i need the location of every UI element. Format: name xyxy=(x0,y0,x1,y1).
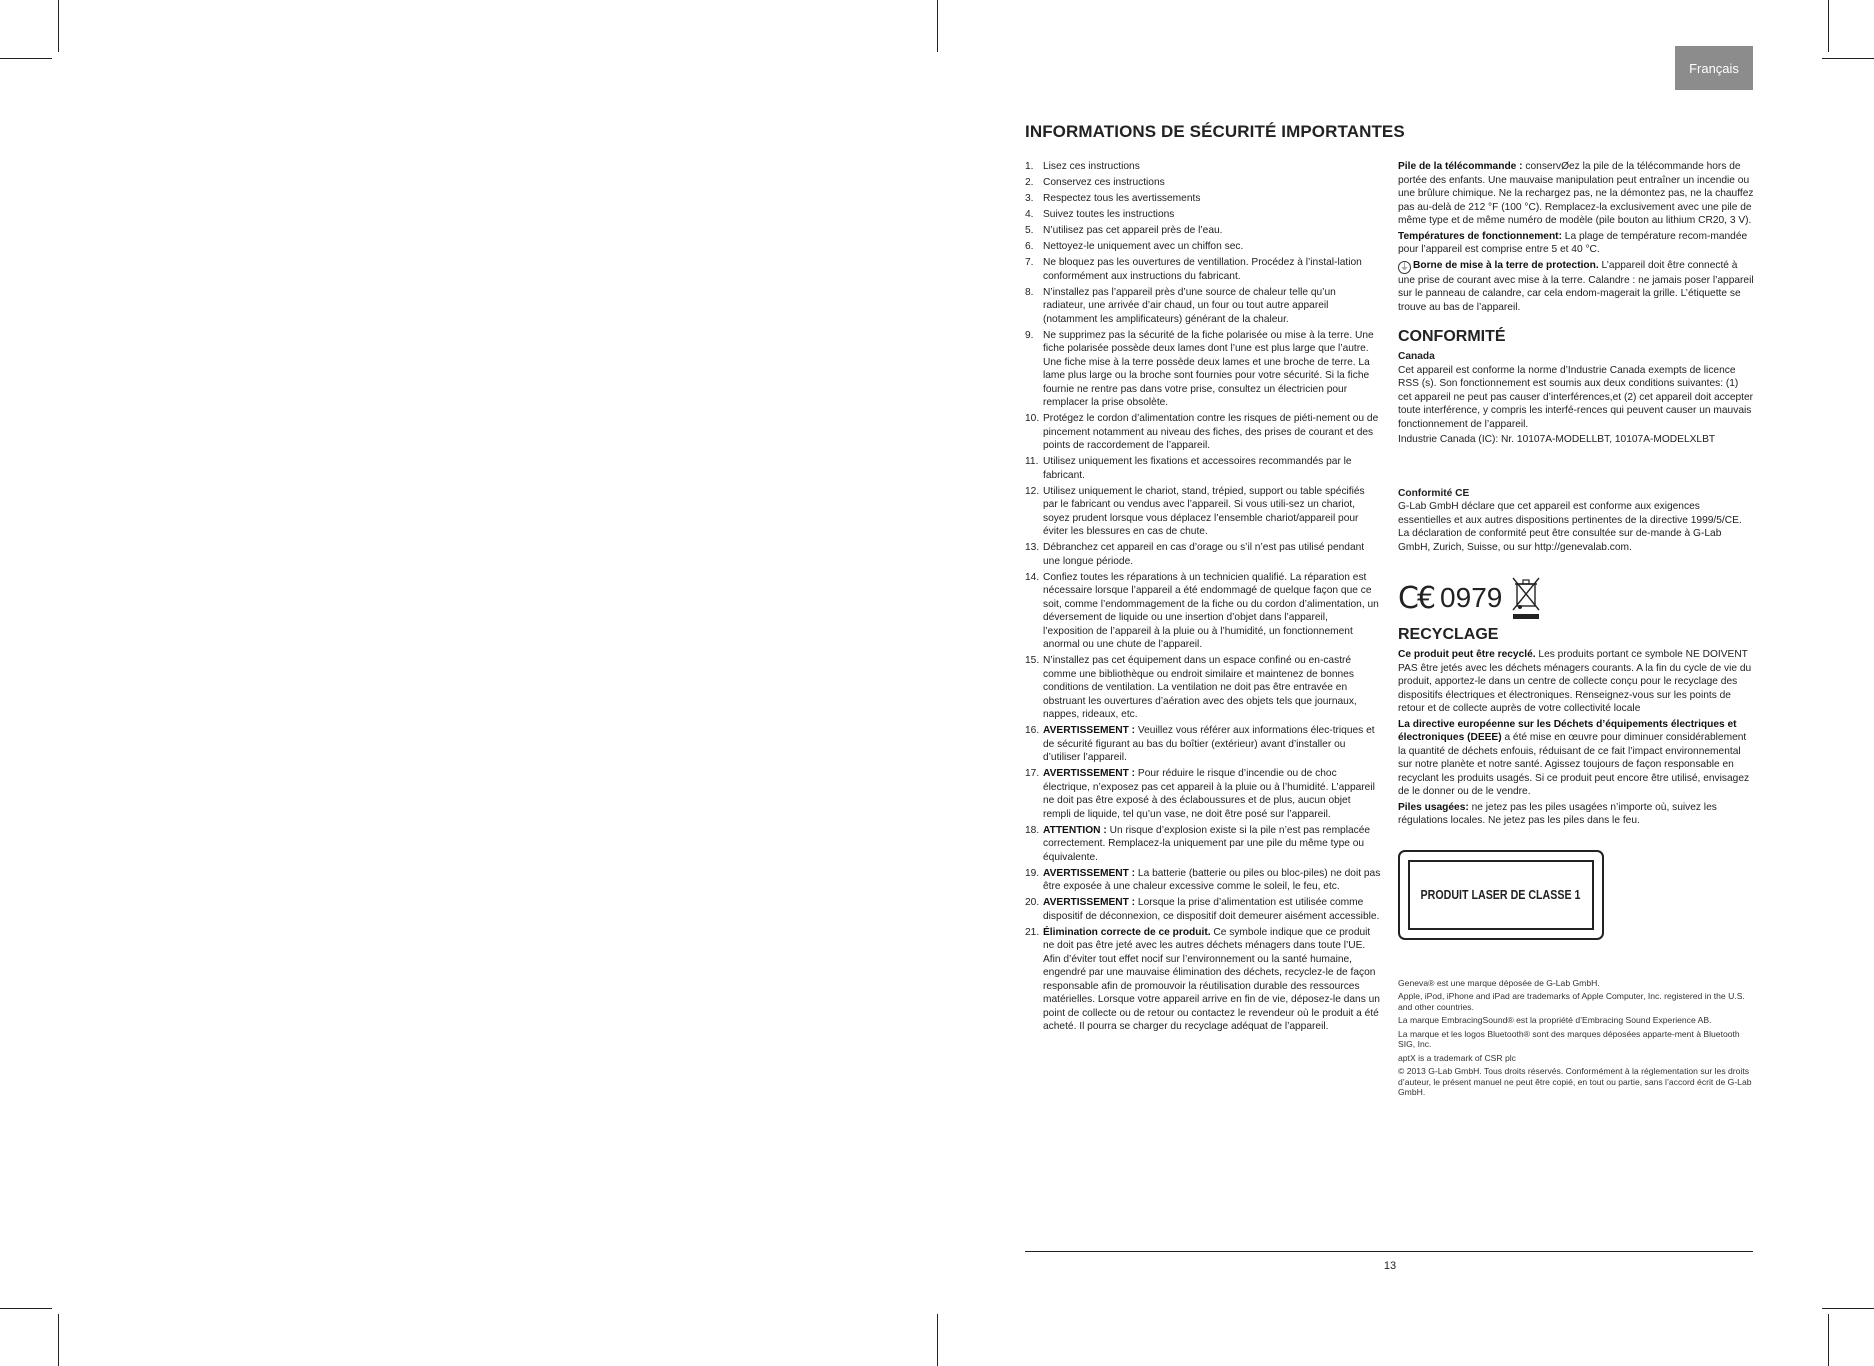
safety-item-number: 18. xyxy=(1025,824,1040,836)
safety-item-number: 10. xyxy=(1025,413,1040,424)
legal-notice: aptX is a trademark of CSR plc xyxy=(1398,1052,1516,1063)
safety-item-number: 16. xyxy=(1025,725,1040,736)
page-title: INFORMATIONS DE SÉCURITÉ IMPORTANTES xyxy=(1025,122,1405,141)
ground-text: L’appareil doit être connecté à une prise de courant avec mise à la terre. Calandre : ne jamais poser l’appareil sur le panneau de calandre, car cela endom-magerait la grille. L’étiquette se trouve au bas de l’appareil. xyxy=(1398,259,1754,313)
ground-label: Borne de mise à la terre de protection. xyxy=(1413,259,1599,271)
safety-item xyxy=(1025,767,1381,821)
ground-icon: ⏚ xyxy=(1399,261,1409,272)
safety-item xyxy=(1025,824,1381,865)
safety-item xyxy=(1025,485,1381,539)
safety-item-text: Un risque d’explosion existe si la pile n’est pas remplacée correctement. Remplacez-la uniquement par une pile du même type ou équivalente. xyxy=(1043,824,1371,863)
crop-mark xyxy=(1828,0,1829,52)
safety-item-number: 2. xyxy=(1025,177,1034,188)
safety-item-text: La batterie (batterie ou piles ou bloc-piles) ne doit pas être exposée à une chaleur excessive comme le soleil, le feu, etc. xyxy=(1043,867,1381,892)
safety-item-text: Utilisez uniquement les fixations et accessoires recommandés par le fabricant. xyxy=(1043,456,1352,481)
safety-item xyxy=(1025,926,1381,1034)
canada-text: Cet appareil est conforme la norme d’Industrie Canada exempts de licence RSS (s). Son fonctionnement est soumis aux deux conditions suivantes: (1) cet appareil ne peut pas causer d’interférences,et (2) cet appareil doit accepter toute interférence, y compris les interfé-rences qui peuvent causer un mauvais fonctionnement de l’appareil. xyxy=(1398,364,1754,430)
legal-notice: La marque et les logos Bluetooth® sont des marques déposées apparte-ment à Bluetooth SIG, Inc. xyxy=(1398,1028,1740,1049)
safety-item-label: AVERTISSEMENT : xyxy=(1043,897,1136,908)
safety-item xyxy=(1025,896,1381,923)
safety-item xyxy=(1025,571,1381,652)
safety-item xyxy=(1025,867,1381,894)
crossed-bin-icon xyxy=(1510,576,1542,620)
safety-item-text: N’utilisez pas cet appareil près de l’eau. xyxy=(1043,225,1223,236)
temperature-label: Températures de fonctionnement: xyxy=(1398,230,1562,242)
safety-item-number: 21. xyxy=(1025,926,1040,938)
safety-item xyxy=(1025,455,1381,482)
batteries-text: ne jetez pas les piles usagées n’importe où, suivez les régulations locales. Ne jetez pas les piles dans le feu. xyxy=(1398,801,1717,826)
safety-item-number: 20. xyxy=(1025,897,1040,908)
ce-notified-body-number: 0979 xyxy=(1440,582,1503,613)
footer-rule xyxy=(1025,1251,1753,1252)
safety-item-number: 4. xyxy=(1025,209,1034,220)
weee-label: La directive européenne sur les Déchets d’équipements électriques et électroniques (DEEE) xyxy=(1398,718,1737,743)
safety-item-number: 7. xyxy=(1025,257,1034,268)
conformity-heading: CONFORMITÉ xyxy=(1398,328,1506,345)
safety-item-number: 8. xyxy=(1025,286,1034,298)
safety-item xyxy=(1025,192,1381,206)
remote-battery-paragraph xyxy=(1398,160,1754,228)
remote-battery-label: Pile de la télécommande : xyxy=(1398,161,1523,172)
batteries-paragraph xyxy=(1398,801,1754,828)
safety-item-number: 5. xyxy=(1025,225,1034,236)
laser-class-text: PRODUIT LASER DE CLASSE 1 xyxy=(1421,887,1581,902)
safety-item xyxy=(1025,208,1381,222)
legal-notice: Apple, iPod, iPhone and iPad are trademarks of Apple Computer, Inc. registered in the U.S. and other countries. xyxy=(1398,991,1745,1012)
crop-mark xyxy=(1822,1308,1874,1309)
safety-item-text: Débranchez cet appareil en cas d’orage ou s’il n’est pas utilisé pendant une longue période. xyxy=(1043,542,1365,567)
temperature-paragraph xyxy=(1398,230,1754,257)
language-tab: Français xyxy=(1675,46,1753,90)
crop-mark xyxy=(1828,1314,1829,1366)
crop-mark xyxy=(0,1308,52,1309)
safety-list xyxy=(1025,160,1381,1034)
safety-item-label: AVERTISSEMENT : xyxy=(1043,867,1136,879)
recycling-heading: RECYCLAGE xyxy=(1398,626,1499,643)
page-number: 13 xyxy=(1383,1260,1397,1272)
batteries-label: Piles usagées: xyxy=(1398,801,1469,813)
safety-item-text: Respectez tous les avertissements xyxy=(1043,193,1201,204)
crop-mark xyxy=(937,1314,938,1366)
safety-item-label: ATTENTION : xyxy=(1043,824,1107,836)
ce-text: G-Lab GmbH déclare que cet appareil est conforme aux exigences essentielles et aux autres dispositions pertinentes de la directive 1999/5/CE. La déclaration de conformité peut être consultée sur de-mande à G-Lab GmbH, Zurich, Suisse, ou sur http://genevalab.com. xyxy=(1398,501,1742,553)
safety-item-number: 1. xyxy=(1025,161,1034,172)
safety-column xyxy=(1025,160,1381,1036)
safety-item xyxy=(1025,541,1381,568)
recycle-label: Ce produit peut être recyclé. xyxy=(1398,649,1536,660)
weee-text: a été mise en œuvre pour diminuer considérablement la quantité de déchets enfouis, réduisant de ce fait l’impact environnemental sur notre planète et notre santé. Agissez toujours de façon responsable en recyclant les produits usagés. Si ce produit peut encore être utilisé, envisagez de le donner ou de le vendre. xyxy=(1398,732,1750,797)
safety-item xyxy=(1025,176,1381,190)
laser-class-inner-frame xyxy=(1408,860,1594,930)
safety-item-text: N’installez pas l’appareil près d’une source de chaleur telle qu’un radiateur, une arrivée d’air chaud, un four ou tout autre appareil (notamment les amplificateurs) générant de la chaleur. xyxy=(1043,286,1336,325)
recycle-paragraph xyxy=(1398,648,1754,716)
safety-item xyxy=(1025,240,1381,254)
safety-item xyxy=(1025,224,1381,238)
ce-marking xyxy=(1398,576,1754,620)
safety-item-number: 14. xyxy=(1025,571,1040,583)
safety-item-text: Utilisez uniquement le chariot, stand, trépied, support ou table spécifiés par le fabricant ou vendus avec l’appareil. Si vous utili-sez un chariot, soyez prudent lorsque vous déplacez l’ensemble chariot/appareil pour éviter les blessures en cas de chute. xyxy=(1043,485,1365,537)
safety-item-text: Suivez toutes les instructions xyxy=(1043,209,1175,220)
safety-item-number: 17. xyxy=(1025,768,1040,779)
safety-item-text: Ne bloquez pas les ouvertures de ventillation. Procédez à l’instal-lation conformément aux instructions du fabricant. xyxy=(1043,257,1362,282)
crop-mark xyxy=(58,1314,59,1366)
laser-class-label xyxy=(1398,850,1604,940)
safety-item-number: 15. xyxy=(1025,655,1040,666)
safety-item xyxy=(1025,724,1381,765)
safety-item-number: 6. xyxy=(1025,241,1034,252)
weee-paragraph xyxy=(1398,718,1754,799)
safety-item-text: Ne supprimez pas la sécurité de la fiche polarisée ou mise à la terre. Une fiche polarisée possède deux lames dont l’une est plus large que l’autre. Une fiche mise à la terre possède deux lames et une broche de terre. La lame plus large ou la broche sont fournies pour votre sécurité. Si la fiche fournie ne rentre pas dans votre prise, consultez un électricien pour remplacer la prise obsolète. xyxy=(1043,329,1374,408)
safety-item-label: AVERTISSEMENT : xyxy=(1043,725,1136,736)
safety-item-number: 12. xyxy=(1025,485,1040,497)
safety-item xyxy=(1025,329,1381,410)
canada-ic-number: Industrie Canada (IC): Nr. 10107A-MODELLBT, 10107A-MODELXLBT xyxy=(1398,434,1716,445)
safety-item-number: 11. xyxy=(1025,456,1039,467)
safety-item-number: 9. xyxy=(1025,329,1034,341)
safety-item xyxy=(1025,286,1381,327)
ground-paragraph xyxy=(1398,259,1754,315)
crop-mark xyxy=(58,0,59,52)
info-column xyxy=(1398,160,1754,1101)
legal-notice: La marque EmbracingSound® est la propriété d’Embracing Sound Experience AB. xyxy=(1398,1015,1712,1025)
safety-item-text: Conservez ces instructions xyxy=(1043,177,1165,188)
safety-item-text: N’installez pas cet équipement dans un espace confiné ou en-castré comme une bibliothèque ou endroit similaire et maintenez de bonnes conditions de ventilation. La ventilation ne doit pas être entravée en obstruant les ouvertures d’aération avec des objets tels que journaux, nappes, rideaux, etc. xyxy=(1043,655,1357,720)
safety-item xyxy=(1025,160,1381,174)
crop-mark xyxy=(1822,58,1874,59)
safety-item xyxy=(1025,256,1381,283)
safety-item-label: AVERTISSEMENT : xyxy=(1043,768,1136,779)
ce-mark-icon: C€ xyxy=(1398,580,1435,616)
recycle-text: Les produits portant ce symbole NE DOIVENT PAS être jetés avec les déchets ménagers courants. A la fin du cycle de vie du produit, apportez-le dans un centre de collecte conçu pour le recyclage des dispositifs électriques et électroniques. Renseignez-vous sur les points de retour et de collecte auprès de votre collectivité locale xyxy=(1398,649,1752,714)
safety-item-text: Ce symbole indique que ce produit ne doit pas être jeté avec les autres déchets ménagers dans toute l’UE. Afin d’éviter tout effet nocif sur l’environnement ou la santé humaine, engendré par une mauvaise élimination des déchets, recyclez-le de façon responsable afin de promouvoir la réutilisation durable des ressources matérielles. Lorsque votre appareil arrive en fin de vie, déposez-le dans un point de collecte ou de retour ou contactez le revendeur où le produit a été acheté. Il pourra se charger du recyclage adéquat de l’appareil. xyxy=(1043,926,1380,1032)
legal-notices xyxy=(1398,978,1754,1098)
safety-item xyxy=(1025,412,1381,453)
safety-item-number: 13. xyxy=(1025,542,1040,553)
safety-item-text: Veuillez vous référer aux informations élec-triques et de sécurité figurant au bas du boîtier (extérieur) avant d’installer ou d’utiliser l’appareil. xyxy=(1043,725,1375,763)
safety-item-text: Lisez ces instructions xyxy=(1043,161,1140,172)
safety-item-text: Nettoyez-le uniquement avec un chiffon sec. xyxy=(1043,241,1244,252)
legal-notice: © 2013 G-Lab GmbH. Tous droits réservés. Conformément à la réglementation sur les droits d’auteur, le présent manuel ne peut être copié, en tout ou partie, sans l’accord écrit de G-Lab GmbH. xyxy=(1398,1066,1752,1097)
remote-battery-text: conservØez la pile de la télécommande hors de portée des enfants. Une mauvaise manipulation peut entraîner un incendie ou une brûlure chimique. Ne la rechargez pas, ne la démontez pas, ne la chauffez pas au-delà de 212 °F (100 °C). Remplacez-la exclusivement avec une pile de même type et de même numéro de modèle (pile bouton au lithium CR20, 3 V). xyxy=(1398,161,1754,226)
safety-item-number: 19. xyxy=(1025,867,1040,879)
safety-item-text: Confiez toutes les réparations à un technicien qualifié. La réparation est nécessaire lorsque l’appareil a été endommagé de quelque façon que ce soit, comme l’endommagement de la fiche ou du cordon d’alimentation, un déversement de liquide ou une insertion d’objet dans l’appareil, l’exposition de l’appareil à la pluie ou à l’humidité, un fonctionnement anormal ou une chute de l’appareil. xyxy=(1043,571,1379,650)
safety-item xyxy=(1025,654,1381,722)
crop-mark xyxy=(937,0,938,52)
ce-heading: Conformité CE xyxy=(1398,487,1470,499)
legal-notice: Geneva® est une marque déposée de G-Lab GmbH. xyxy=(1398,977,1600,988)
safety-item-number: 3. xyxy=(1025,193,1034,204)
temperature-text: La plage de température recom-mandée pour l’appareil est comprise entre 5 et 40 °C. xyxy=(1398,230,1748,255)
safety-item-text: Pour réduire le risque d’incendie ou de choc électrique, n’exposez pas cet appareil à la pluie ou à l’humidité. L’appareil ne doit pas être exposé à des éclaboussures et de plus, aucun objet rempli de liquide, tel qu’un vase, ne doit être posé sur l’appareil. xyxy=(1043,768,1375,820)
crop-mark xyxy=(0,58,52,59)
safety-item-text: Lorsque la prise d’alimentation est utilisée comme dispositif de déconnexion, ce dispositif doit demeurer aisément accessible. xyxy=(1043,897,1380,922)
safety-item-text: Protégez le cordon d’alimentation contre les risques de piéti-nement ou de pincement notamment au niveau des fiches, des prises de courant et des points de raccordement de l’appareil. xyxy=(1043,413,1379,451)
canada-heading: Canada xyxy=(1398,351,1435,362)
safety-item-label: Élimination correcte de ce produit. xyxy=(1043,926,1211,938)
